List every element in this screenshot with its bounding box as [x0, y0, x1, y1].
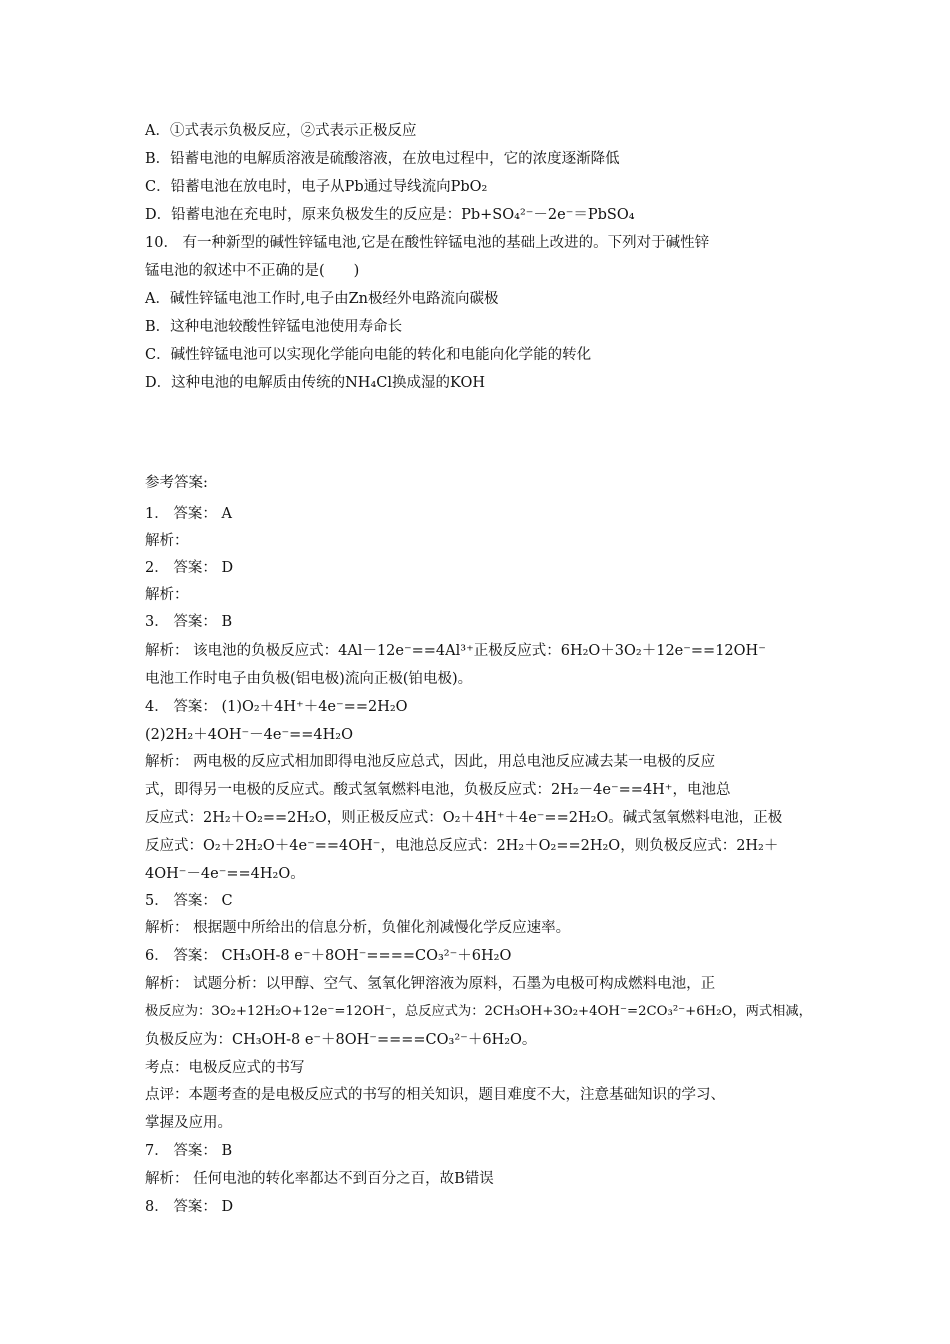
answer-line: 4OH⁻－4e⁻==4H₂O。 — [145, 866, 305, 882]
q10-option-c: C．碱性锌锰电池可以实现化学能向电能的转化和电能向化学能的转化 — [145, 347, 592, 363]
answer-line: 点评：本题考查的是电极反应式的书写的相关知识，题目难度不大，注意基础知识的学习、 — [145, 1087, 725, 1103]
answer-line: 8． 答案： D — [145, 1199, 234, 1215]
answer-line: 解析： 两电极的反应式相加即得电池反应总式，因此，用总电池反应减去某一电极的反应 — [145, 754, 716, 770]
answer-line: 2． 答案： D — [145, 560, 234, 576]
q9-option-a: A．①式表示负极反应，②式表示正极反应 — [145, 123, 417, 139]
q9-option-d: D．铅蓄电池在充电时，原来负极发生的反应是：Pb+SO₄²⁻－2e⁻＝PbSO₄ — [145, 207, 635, 223]
answer-line: 负极反应为：CH₃OH-8 e⁻＋8OH⁻====CO₃²⁻＋6H₂O。 — [145, 1032, 537, 1048]
q10-option-d: D．这种电池的电解质由传统的NH₄Cl换成湿的KOH — [145, 375, 485, 391]
answer-line: 3． 答案： B — [145, 614, 233, 630]
q9-option-c: C．铅蓄电池在放电时，电子从Pb通过导线流向PbO₂ — [145, 179, 488, 195]
answer-line: 极反应为：3O₂+12H₂O+12e⁻=12OH⁻，总反应式为：2CH₃OH+3O₂+4OH⁻=2CO₃²⁻+6H₂O，两式相减， — [145, 1004, 812, 1019]
q10-option-b: B．这种电池较酸性锌锰电池使用寿命长 — [145, 319, 403, 335]
answer-line: 反应式：O₂＋2H₂O＋4e⁻==4OH⁻，电池总反应式：2H₂＋O₂==2H₂O，则负极反应式：2H₂＋ — [145, 838, 779, 854]
answer-line: 4． 答案： (1)O₂＋4H⁺＋4e⁻==2H₂O — [145, 699, 408, 715]
answer-line: 6． 答案： CH₃OH-8 e⁻＋8OH⁻====CO₃²⁻＋6H₂O — [145, 948, 512, 964]
q9-option-b: B．铅蓄电池的电解质溶液是硫酸溶液，在放电过程中，它的浓度逐渐降低 — [145, 151, 620, 167]
answer-line: 考点：电极反应式的书写 — [145, 1060, 305, 1076]
q10-stem-line2: 锰电池的叙述中不正确的是( ) — [145, 263, 360, 279]
answer-line: 解析： 该电池的负极反应式：4Al－12e⁻==4Al³⁺正极反应式：6H₂O＋3O₂＋12e⁻==12OH⁻ — [145, 643, 766, 659]
answer-line: 解析： 试题分析：以甲醇、空气、氢氧化钾溶液为原料，石墨为电极可构成燃料电池，正 — [145, 976, 716, 992]
answer-line: 解析： — [145, 533, 189, 549]
answer-line: 解析： 任何电池的转化率都达不到百分之百，故B错误 — [145, 1171, 494, 1187]
answer-line: 1． 答案： A — [145, 506, 232, 522]
q10-option-a: A．碱性锌锰电池工作时,电子由Zn极经外电路流向碳极 — [145, 291, 499, 307]
answer-line: 5． 答案： C — [145, 893, 233, 909]
answer-line: 电池工作时电子由负极(铝电极)流向正极(铂电极)。 — [145, 671, 473, 687]
q10-stem-line1: 10． 有一种新型的碱性锌锰电池,它是在酸性锌锰电池的基础上改进的。下列对于碱性锌 — [145, 235, 710, 251]
answer-line: 反应式：2H₂＋O₂==2H₂O，则正极反应式：O₂＋4H⁺＋4e⁻==2H₂O。碱式氢氧燃料电池，正极 — [145, 810, 783, 826]
answer-line: 掌握及应用。 — [145, 1115, 232, 1131]
answer-line: 7． 答案： B — [145, 1143, 233, 1159]
answer-line: 式，即得另一电极的反应式。酸式氢氧燃料电池，负极反应式：2H₂－4e⁻==4H⁺，电池总 — [145, 782, 731, 798]
answer-line: (2)2H₂＋4OH⁻－4e⁻==4H₂O — [145, 727, 353, 743]
answers-heading: 参考答案: — [145, 475, 208, 491]
answer-line: 解析： — [145, 587, 189, 603]
answer-line: 解析： 根据题中所给出的信息分析，负催化剂减慢化学反应速率。 — [145, 920, 571, 936]
